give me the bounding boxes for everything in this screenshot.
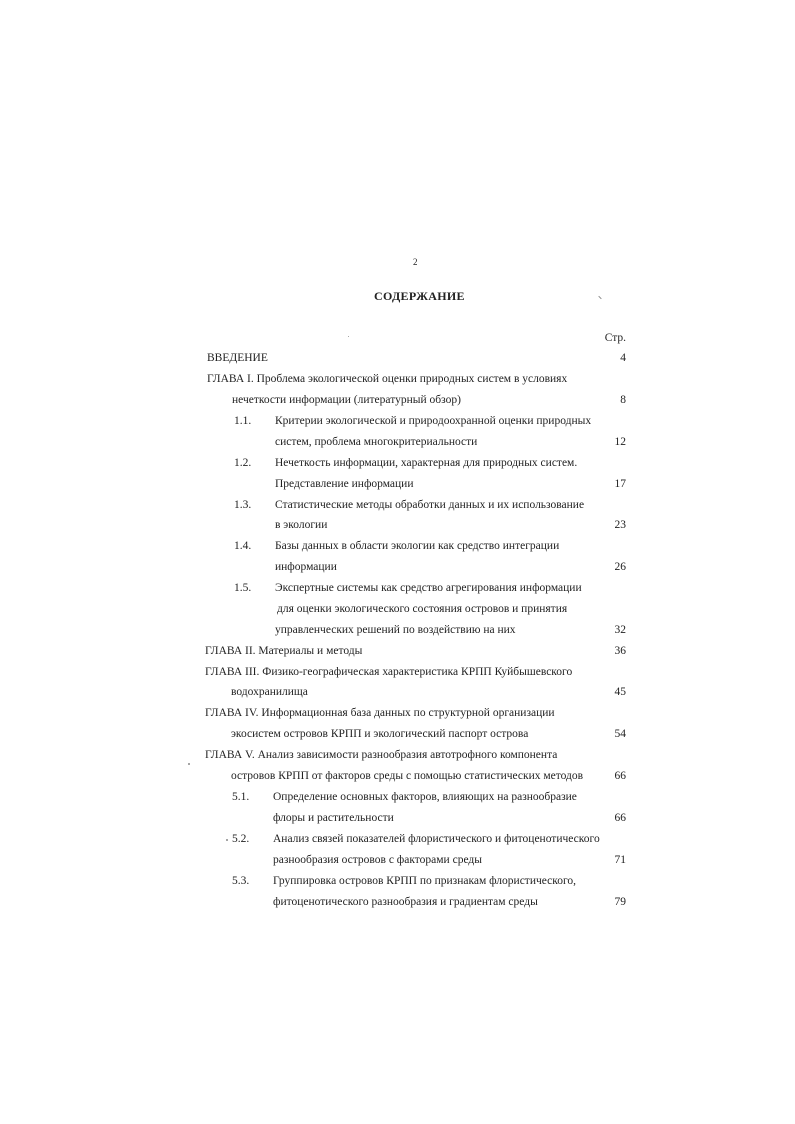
toc-section-number: 5.3. — [232, 875, 250, 887]
toc-page: 79 — [614, 896, 626, 908]
page-column-header: Стр. — [604, 332, 626, 344]
toc-page: 36 — [614, 645, 626, 657]
toc-section-number: 1.5. — [234, 582, 252, 594]
toc-section-number: 1.2. — [234, 457, 252, 469]
toc-entry-chapter-4-cont: экосистем островов КРПП и экологический паспорт острова — [231, 728, 529, 740]
toc-entry-chapter-4: ГЛАВА IV. Информационная база данных по структурной организации — [205, 707, 555, 719]
toc-section-number: 1.1. — [234, 415, 252, 427]
toc-entry-5-2-cont: разнообразия островов с факторами среды — [273, 854, 482, 866]
toc-page: 12 — [614, 436, 626, 448]
toc-entry-1-5-cont2: управленческих решений по воздействию на них — [275, 624, 516, 636]
toc-page: 66 — [614, 770, 626, 782]
toc-section-number: 5.2. — [232, 833, 250, 845]
toc-entry-chapter-3: ГЛАВА III. Физико-географическая характеристика КРПП Куйбышевского — [205, 666, 573, 678]
toc-page: 71 — [614, 854, 626, 866]
toc-page: 4 — [620, 352, 626, 364]
toc-entry-5-1: Определение основных факторов, влияющих на разнообразие — [273, 791, 577, 803]
scan-mark — [226, 839, 228, 841]
toc-page: 54 — [614, 728, 626, 740]
toc-page: 23 — [614, 519, 626, 531]
toc-entry-5-3: Группировка островов КРПП по признакам флористического, — [273, 875, 577, 887]
toc-entry-1-3-cont: в экологии — [275, 519, 328, 531]
toc-entry-1-5-cont: для оценки экологического состояния островов и принятия — [277, 603, 568, 615]
toc-page: 45 — [614, 686, 626, 698]
toc-entry-chapter-1-cont: нечеткости информации (литературный обзор) — [232, 394, 461, 406]
toc-page: 66 — [614, 812, 626, 824]
toc-entry-1-2-cont: Представление информации — [275, 478, 414, 490]
toc-entry-chapter-5: ГЛАВА V. Анализ зависимости разнообразия автотрофного компонента — [205, 749, 558, 761]
scan-mark — [598, 296, 602, 300]
toc-page: 26 — [614, 561, 626, 573]
toc-page: 32 — [614, 624, 626, 636]
toc-entry-1-3: Статистические методы обработки данных и их использование — [275, 499, 585, 511]
toc-entry-chapter-2: ГЛАВА II. Материалы и методы — [205, 645, 363, 657]
toc-entry-1-4-cont: информации — [275, 561, 337, 573]
toc-entry-5-2: Анализ связей показателей флористического и фитоценотического — [273, 833, 600, 845]
scan-mark — [188, 763, 190, 765]
toc-entry-1-1: Критерии экологической и природоохранной оценки природных — [275, 415, 592, 427]
toc-entry-1-5: Экспертные системы как средство агрегирования информации — [275, 582, 582, 594]
toc-entry-5-1-cont: флоры и растительности — [273, 812, 394, 824]
toc-section-number: 5.1. — [232, 791, 250, 803]
toc-page: 8 — [620, 394, 626, 406]
toc-entry-chapter-5-cont: островов КРПП от факторов среды с помощью статистических методов — [231, 770, 584, 782]
toc-entry-intro: ВВЕДЕНИЕ — [207, 352, 268, 364]
page-number: 2 — [413, 257, 418, 267]
toc-entry-1-2: Нечеткость информации, характерная для природных систем. — [275, 457, 578, 469]
toc-page: 17 — [614, 478, 626, 490]
page-title: СОДЕРЖАНИЕ — [374, 289, 465, 303]
toc-entry-chapter-1: ГЛАВА I. Проблема экологической оценки природных систем в условиях — [207, 373, 568, 385]
toc-entry-1-1-cont: систем, проблема многокритериальности — [275, 436, 478, 448]
toc-entry-chapter-3-cont: водохранилища — [231, 686, 308, 698]
toc-entry-1-4: Базы данных в области экологии как средство интеграции — [275, 540, 560, 552]
scan-mark — [348, 336, 349, 337]
toc-section-number: 1.4. — [234, 540, 252, 552]
toc-entry-5-3-cont: фитоценотического разнообразия и градиентам среды — [273, 896, 538, 908]
toc-section-number: 1.3. — [234, 499, 252, 511]
